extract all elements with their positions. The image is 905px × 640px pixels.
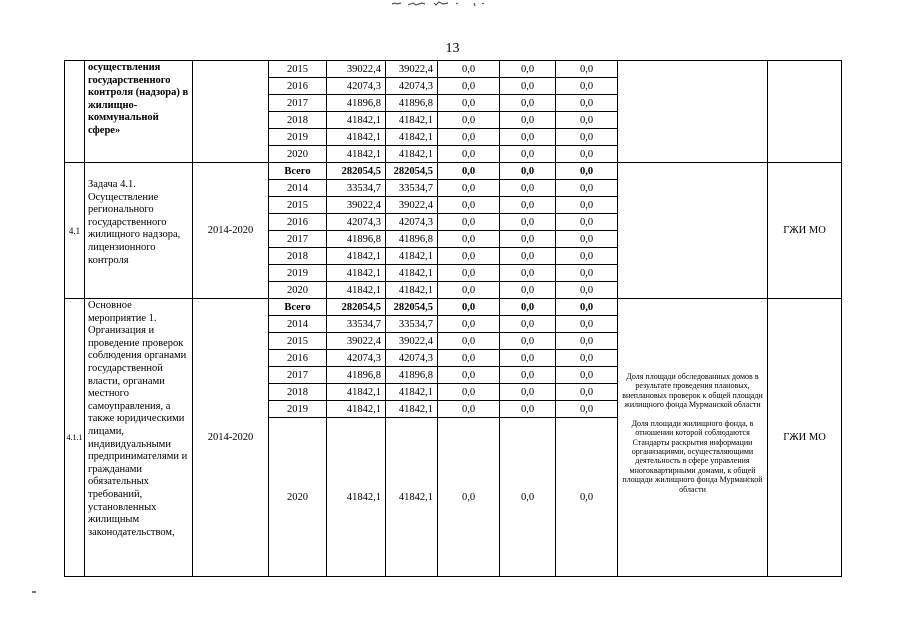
other-sources-cell: 0,0 bbox=[556, 197, 618, 214]
local-budget-cell: 0,0 bbox=[500, 180, 556, 197]
regional-budget-cell: 41842,1 bbox=[386, 112, 438, 129]
regional-budget-cell: 33534,7 bbox=[386, 180, 438, 197]
federal-budget-cell: 0,0 bbox=[438, 197, 500, 214]
section-description: Задача 4.1. Осуществление регионального государственного жилищного надзора, лицензионного контроля bbox=[85, 163, 193, 299]
federal-budget-cell: 0,0 bbox=[438, 316, 500, 333]
other-sources-cell: 0,0 bbox=[556, 316, 618, 333]
local-budget-cell: 0,0 bbox=[500, 112, 556, 129]
other-sources-cell: 0,0 bbox=[556, 350, 618, 367]
local-budget-cell: 0,0 bbox=[500, 282, 556, 299]
scan-artifact bbox=[386, 0, 516, 8]
section-description: осуществления государственного контроля (надзора) в жилищно-коммунальной сфере» bbox=[85, 61, 193, 163]
table-row bbox=[65, 61, 842, 78]
local-budget-cell: 0,0 bbox=[500, 418, 556, 577]
federal-budget-cell: 0,0 bbox=[438, 163, 500, 180]
year-cell: 2017 bbox=[269, 367, 327, 384]
local-budget-cell: 0,0 bbox=[500, 367, 556, 384]
total-cell: 282054,5 bbox=[327, 163, 386, 180]
regional-budget-cell: 282054,5 bbox=[386, 299, 438, 316]
other-sources-cell: 0,0 bbox=[556, 78, 618, 95]
total-cell: 39022,4 bbox=[327, 197, 386, 214]
total-cell: 41896,8 bbox=[327, 367, 386, 384]
page-number: 13 bbox=[445, 41, 460, 56]
section-period bbox=[193, 61, 269, 163]
regional-budget-cell: 41842,1 bbox=[386, 384, 438, 401]
indicator-text: Доля площади обследованных домов в результате проведения плановых, внеплановых проверок к общей площади жилищного фонда Мурманской области bbox=[622, 372, 763, 410]
total-cell: 33534,7 bbox=[327, 316, 386, 333]
table-row bbox=[65, 163, 842, 180]
regional-budget-cell: 42074,3 bbox=[386, 350, 438, 367]
total-cell: 39022,4 bbox=[327, 61, 386, 78]
year-cell: 2018 bbox=[269, 112, 327, 129]
section-indicators bbox=[618, 163, 768, 299]
federal-budget-cell: 0,0 bbox=[438, 95, 500, 112]
year-cell: 2019 bbox=[269, 129, 327, 146]
total-cell: 33534,7 bbox=[327, 180, 386, 197]
federal-budget-cell: 0,0 bbox=[438, 180, 500, 197]
local-budget-cell: 0,0 bbox=[500, 333, 556, 350]
regional-budget-cell: 41842,1 bbox=[386, 146, 438, 163]
total-cell: 41896,8 bbox=[327, 231, 386, 248]
regional-budget-cell: 41896,8 bbox=[386, 231, 438, 248]
year-cell: 2014 bbox=[269, 180, 327, 197]
other-sources-cell: 0,0 bbox=[556, 61, 618, 78]
regional-budget-cell: 41842,1 bbox=[386, 418, 438, 577]
federal-budget-cell: 0,0 bbox=[438, 418, 500, 577]
regional-budget-cell: 39022,4 bbox=[386, 333, 438, 350]
program-table bbox=[64, 60, 842, 577]
other-sources-cell: 0,0 bbox=[556, 180, 618, 197]
regional-budget-cell: 41842,1 bbox=[386, 282, 438, 299]
total-cell: 42074,3 bbox=[327, 78, 386, 95]
federal-budget-cell: 0,0 bbox=[438, 61, 500, 78]
total-cell: 41896,8 bbox=[327, 95, 386, 112]
year-cell: 2016 bbox=[269, 78, 327, 95]
federal-budget-cell: 0,0 bbox=[438, 129, 500, 146]
section-executor: ГЖИ МО bbox=[768, 163, 842, 299]
year-cell: 2019 bbox=[269, 265, 327, 282]
total-cell: 41842,1 bbox=[327, 146, 386, 163]
year-cell: 2015 bbox=[269, 333, 327, 350]
other-sources-cell: 0,0 bbox=[556, 418, 618, 577]
other-sources-cell: 0,0 bbox=[556, 129, 618, 146]
local-budget-cell: 0,0 bbox=[500, 214, 556, 231]
section-executor bbox=[768, 61, 842, 163]
other-sources-cell: 0,0 bbox=[556, 299, 618, 316]
total-cell: 41842,1 bbox=[327, 401, 386, 418]
section-period: 2014-2020 bbox=[193, 299, 269, 577]
local-budget-cell: 0,0 bbox=[500, 316, 556, 333]
other-sources-cell: 0,0 bbox=[556, 384, 618, 401]
year-cell: 2020 bbox=[269, 282, 327, 299]
total-cell: 42074,3 bbox=[327, 350, 386, 367]
section-period: 2014-2020 bbox=[193, 163, 269, 299]
year-cell: 2017 bbox=[269, 231, 327, 248]
regional-budget-cell: 282054,5 bbox=[386, 163, 438, 180]
other-sources-cell: 0,0 bbox=[556, 146, 618, 163]
section-description: Основное мероприятие 1. Организация и проведение проверок соблюдения органами государственной власти, органами местного самоуправления, а также юридическими лицами, индивидуальными предпринимателями и гражданами обязательных требований, установленных жилищным законодательством, bbox=[85, 299, 193, 577]
other-sources-cell: 0,0 bbox=[556, 248, 618, 265]
indicator-text: Доля площади жилищного фонда, в отношении которой соблюдаются Стандарты раскрытия информации организациями, осуществляющими деятельность в сфере управления многоквартирными домами, к общей площади жилищного фонда Мурманской области bbox=[622, 418, 763, 494]
regional-budget-cell: 39022,4 bbox=[386, 61, 438, 78]
local-budget-cell: 0,0 bbox=[500, 146, 556, 163]
federal-budget-cell: 0,0 bbox=[438, 146, 500, 163]
other-sources-cell: 0,0 bbox=[556, 112, 618, 129]
other-sources-cell: 0,0 bbox=[556, 214, 618, 231]
other-sources-cell: 0,0 bbox=[556, 163, 618, 180]
local-budget-cell: 0,0 bbox=[500, 248, 556, 265]
local-budget-cell: 0,0 bbox=[500, 61, 556, 78]
other-sources-cell: 0,0 bbox=[556, 265, 618, 282]
total-cell: 282054,5 bbox=[327, 299, 386, 316]
year-cell: 2020 bbox=[269, 146, 327, 163]
other-sources-cell: 0,0 bbox=[556, 231, 618, 248]
regional-budget-cell: 41842,1 bbox=[386, 401, 438, 418]
year-cell: 2017 bbox=[269, 95, 327, 112]
regional-budget-cell: 33534,7 bbox=[386, 316, 438, 333]
federal-budget-cell: 0,0 bbox=[438, 299, 500, 316]
regional-budget-cell: 41842,1 bbox=[386, 129, 438, 146]
regional-budget-cell: 41842,1 bbox=[386, 248, 438, 265]
year-cell: Всего bbox=[269, 163, 327, 180]
year-cell: 2020 bbox=[269, 418, 327, 577]
regional-budget-cell: 42074,3 bbox=[386, 214, 438, 231]
local-budget-cell: 0,0 bbox=[500, 95, 556, 112]
total-cell: 41842,1 bbox=[327, 129, 386, 146]
total-cell: 41842,1 bbox=[327, 384, 386, 401]
section-indicators bbox=[618, 61, 768, 163]
total-cell: 41842,1 bbox=[327, 282, 386, 299]
year-cell: 2018 bbox=[269, 248, 327, 265]
total-cell: 41842,1 bbox=[327, 248, 386, 265]
federal-budget-cell: 0,0 bbox=[438, 265, 500, 282]
regional-budget-cell: 39022,4 bbox=[386, 197, 438, 214]
local-budget-cell: 0,0 bbox=[500, 401, 556, 418]
federal-budget-cell: 0,0 bbox=[438, 350, 500, 367]
local-budget-cell: 0,0 bbox=[500, 163, 556, 180]
year-cell: 2016 bbox=[269, 350, 327, 367]
section-indicators bbox=[618, 299, 768, 577]
total-cell: 42074,3 bbox=[327, 214, 386, 231]
local-budget-cell: 0,0 bbox=[500, 265, 556, 282]
regional-budget-cell: 42074,3 bbox=[386, 78, 438, 95]
federal-budget-cell: 0,0 bbox=[438, 112, 500, 129]
federal-budget-cell: 0,0 bbox=[438, 231, 500, 248]
federal-budget-cell: 0,0 bbox=[438, 78, 500, 95]
regional-budget-cell: 41842,1 bbox=[386, 265, 438, 282]
other-sources-cell: 0,0 bbox=[556, 333, 618, 350]
total-cell: 39022,4 bbox=[327, 333, 386, 350]
regional-budget-cell: 41896,8 bbox=[386, 367, 438, 384]
other-sources-cell: 0,0 bbox=[556, 282, 618, 299]
section-id: 4.1.1 bbox=[65, 299, 85, 577]
local-budget-cell: 0,0 bbox=[500, 78, 556, 95]
section-id: 4.1 bbox=[65, 163, 85, 299]
local-budget-cell: 0,0 bbox=[500, 299, 556, 316]
year-cell: 2014 bbox=[269, 316, 327, 333]
local-budget-cell: 0,0 bbox=[500, 231, 556, 248]
section-id bbox=[65, 61, 85, 163]
local-budget-cell: 0,0 bbox=[500, 129, 556, 146]
year-cell: 2015 bbox=[269, 61, 327, 78]
federal-budget-cell: 0,0 bbox=[438, 401, 500, 418]
year-cell: Всего bbox=[269, 299, 327, 316]
other-sources-cell: 0,0 bbox=[556, 401, 618, 418]
year-cell: 2016 bbox=[269, 214, 327, 231]
local-budget-cell: 0,0 bbox=[500, 350, 556, 367]
year-cell: 2018 bbox=[269, 384, 327, 401]
federal-budget-cell: 0,0 bbox=[438, 248, 500, 265]
local-budget-cell: 0,0 bbox=[500, 197, 556, 214]
total-cell: 41842,1 bbox=[327, 112, 386, 129]
scan-artifact-dot bbox=[32, 591, 36, 593]
section-executor: ГЖИ МО bbox=[768, 299, 842, 577]
year-cell: 2015 bbox=[269, 197, 327, 214]
federal-budget-cell: 0,0 bbox=[438, 384, 500, 401]
regional-budget-cell: 41896,8 bbox=[386, 95, 438, 112]
federal-budget-cell: 0,0 bbox=[438, 214, 500, 231]
table-row bbox=[65, 299, 842, 316]
local-budget-cell: 0,0 bbox=[500, 384, 556, 401]
federal-budget-cell: 0,0 bbox=[438, 333, 500, 350]
year-cell: 2019 bbox=[269, 401, 327, 418]
other-sources-cell: 0,0 bbox=[556, 367, 618, 384]
other-sources-cell: 0,0 bbox=[556, 95, 618, 112]
total-cell: 41842,1 bbox=[327, 265, 386, 282]
total-cell: 41842,1 bbox=[327, 418, 386, 577]
federal-budget-cell: 0,0 bbox=[438, 367, 500, 384]
federal-budget-cell: 0,0 bbox=[438, 282, 500, 299]
